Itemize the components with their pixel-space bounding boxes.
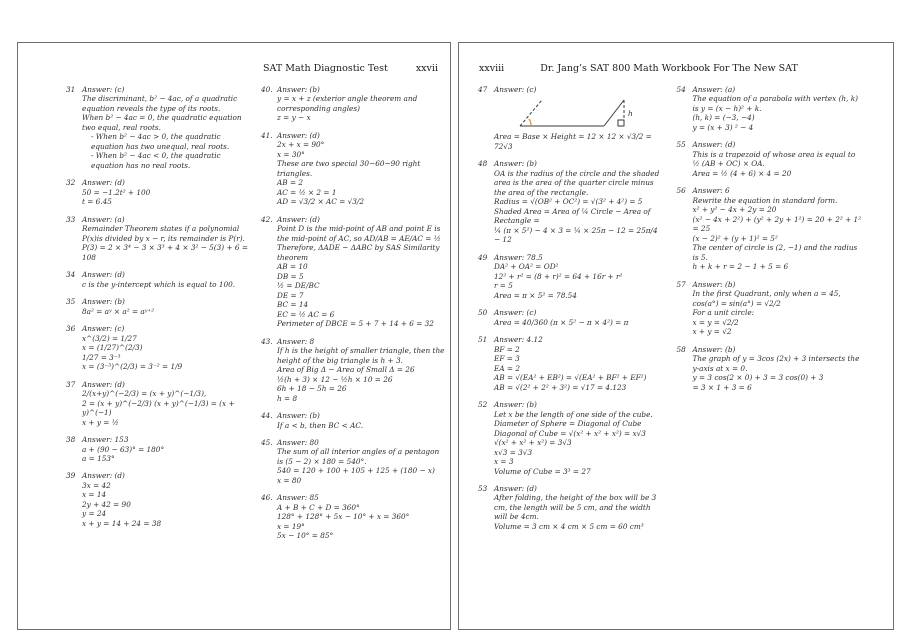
right-page-title: Dr. Jang’s SAT 800 Math Workbook For The New SAT	[540, 63, 798, 74]
answer-item	[66, 215, 250, 262]
answer-line: Answer: 153	[82, 435, 129, 445]
page-left	[17, 42, 451, 630]
item-body	[82, 297, 250, 316]
answer-line: 6h + 18 − 5h = 26	[277, 384, 347, 394]
item-number: 44.	[261, 411, 273, 421]
answer-line: x = 19°	[277, 521, 305, 531]
answer-line: Perimeter of DBCE = 5 + 7 + 14 + 6 = 32	[277, 319, 434, 329]
answer-line: The center of circle is (2, −1) and the radius is 5.	[692, 243, 858, 262]
answer-item	[478, 85, 664, 151]
answer-line: Answer: 4.12	[494, 335, 543, 345]
item-body	[277, 337, 445, 403]
answer-line: Answer: (b)	[692, 344, 736, 354]
answer-item	[478, 159, 664, 244]
item-number: 49	[478, 252, 488, 262]
left-page-header	[18, 63, 450, 74]
item-number: 47	[478, 85, 488, 94]
item-number: 37	[66, 379, 76, 389]
answer-item	[261, 85, 445, 123]
answer-line: a + (90 − 63)° = 180°	[82, 444, 165, 454]
answer-line: AB = 2	[277, 178, 304, 188]
right-column-1	[478, 85, 664, 539]
answer-line: Radius = √(OB² + OC²) = √(3² + 4²) = 5	[494, 197, 643, 207]
item-body	[277, 131, 445, 207]
answer-line: For a unit circle:	[692, 308, 755, 318]
answer-line: c is the y-intercept which is equal to 100.	[82, 279, 236, 289]
answer-line: h + k + r = 2 − 1 + 5 = 6	[692, 262, 789, 272]
answer-line: x = 30°	[277, 149, 305, 159]
answer-item	[261, 411, 445, 430]
answer-item	[478, 400, 664, 476]
answer-item	[677, 140, 863, 178]
answer-line: DB = 5	[277, 271, 304, 281]
item-number: 36	[66, 324, 76, 334]
answer-line: Area = Base × Height = 12 × 12 × √3/2 = 72√3	[494, 132, 652, 151]
answer-line: The discriminant, b² − 4ac, of a quadratic equation reveals the type of its roots.	[82, 94, 238, 113]
item-number: 31	[66, 85, 76, 94]
item-body	[277, 85, 445, 123]
answer-item	[66, 435, 250, 463]
answer-line: The sum of all interior angles of a pentagon is (5 − 2) × 180 = 540°.	[277, 447, 440, 466]
answer-line: Volume = 3 cm × 4 cm × 5 cm = 60 cm³	[494, 521, 644, 531]
answer-item	[261, 438, 445, 485]
answer-item	[66, 85, 250, 170]
item-body	[494, 335, 664, 392]
item-number: 51	[478, 335, 488, 345]
answer-line: Answer: (c)	[82, 85, 125, 94]
answer-line: OA is the radius of the circle and the shaded area is the area of the quarter circle minus the area of the rectangle.	[494, 168, 660, 197]
answer-line: 50 = −1.2t² + 100	[82, 187, 151, 197]
item-number: 58	[676, 344, 686, 354]
answer-line: Area = ½ (4 + 6) × 4 = 20	[692, 168, 792, 178]
answer-line: 2/(x+y)^(−2/3) = (x + y)^(−1/3),	[82, 389, 207, 399]
item-number: 41.	[261, 130, 273, 140]
left-page-title: SAT Math Diagnostic Test	[263, 63, 388, 74]
answer-item	[478, 308, 664, 327]
answer-item	[677, 186, 863, 271]
answer-line: √(x² + x² + x²) = 3√3	[494, 438, 572, 448]
answer-line: The equation of a parabola with vertex (h, k) is y = (x − h)² + k.	[692, 94, 859, 113]
right-page-columns	[459, 85, 893, 539]
answer-line: These are two special 30−60−90 right triangles.	[277, 159, 421, 178]
answer-line: Answer: 78.5	[494, 252, 543, 262]
item-body	[693, 140, 863, 178]
item-body	[82, 471, 250, 528]
answer-line: ½ = DE/BC	[277, 281, 320, 291]
answer-line: Shaded Area = Area of ¼ Circle − Area of Rectangle =	[494, 206, 651, 226]
answer-line: Diameter of Sphere = Diagonal of Cube	[494, 419, 642, 429]
answer-line: x = 14	[82, 490, 107, 500]
answer-line: DA² + OA² = OD²	[494, 262, 559, 272]
left-column-2	[261, 85, 445, 549]
answer-line: x + y = √2	[692, 327, 732, 337]
page-right	[458, 42, 894, 630]
answer-line: Answer: (a)	[82, 214, 125, 224]
answer-line: Answer: (c)	[494, 308, 537, 318]
answer-line: Answer: (b)	[692, 279, 736, 289]
right-column-2	[677, 85, 863, 539]
item-body	[494, 253, 664, 300]
item-body	[82, 380, 250, 427]
item-number: 53	[478, 483, 488, 493]
item-number: 55	[676, 140, 686, 150]
item-body	[693, 186, 863, 271]
answer-line: Answer: (c)	[82, 324, 125, 334]
answer-item	[478, 335, 664, 392]
answer-line: Therefore, ΔADE ~ ΔABC by SAS Similarity theorem	[277, 243, 440, 262]
item-number: 46.	[261, 493, 273, 503]
answer-line: P(3) = 2 × 3⁴ − 3 × 3³ + 4 × 3² − 5(3) + 6 = 108	[82, 243, 248, 262]
answer-line: Answer: (d)	[277, 214, 320, 224]
item-number: 57	[676, 279, 686, 289]
answer-line: If a < b, then BC < AC.	[277, 420, 364, 430]
answer-line: (x − 2)² + (y + 1)² = 5²	[692, 233, 778, 243]
item-number: 52	[478, 400, 488, 410]
answer-item	[261, 131, 445, 207]
answer-line: 5x − 10° = 85°	[277, 531, 334, 541]
answer-line: ¼ (π × 5²) − 4 × 3 = ¼ × 25π − 12 = 25π/4 − 12	[494, 225, 658, 245]
left-page-number: xxvii	[415, 63, 438, 74]
answer-line: Answer: (b)	[82, 297, 125, 307]
answer-line: Remainder Theorem states if a polynomial P(x)is divided by x − r, its remainder is P(r).	[82, 224, 245, 243]
answer-line: ½(h + 3) × 12 − ½h × 10 = 26	[277, 374, 393, 384]
answer-line: 8a² = aʸ × a² = aʸ⁺²	[82, 306, 155, 316]
answer-line: Answer: (b)	[277, 411, 320, 421]
answer-item	[677, 280, 863, 337]
item-body	[277, 411, 445, 430]
answer-line: Answer: 8	[277, 336, 315, 346]
answer-item	[66, 270, 250, 289]
answer-line: When b² − 4ac = 0, the quadratic equation two equal, real roots.	[82, 113, 242, 132]
item-number: 50	[478, 308, 488, 318]
answer-line: x = 3	[494, 457, 514, 467]
answer-line: If h is the height of smaller triangle, then the height of the big triangle is h + 3.	[277, 346, 445, 365]
answer-line: - When b² − 4ac < 0, the quadratic equation has no real roots.	[91, 151, 221, 170]
answer-line: Answer: (d)	[82, 178, 125, 188]
item-body	[693, 85, 863, 132]
answer-line: t = 6.45	[82, 197, 112, 207]
answer-line: AB = √(2² + 2² + 3²) = √17 = 4.123	[494, 382, 627, 392]
answer-line: x² + y² − 4x + 2y = 20	[692, 205, 777, 215]
answer-line: A + B + C + D = 360°	[277, 502, 360, 512]
answer-line: EA = 2	[494, 363, 520, 373]
answer-item	[478, 484, 664, 531]
answer-line: Answer: 80	[277, 437, 319, 447]
answer-line: (x² − 4x + 2²) + (y² + 2y + 1²) = 20 + 2² + 1² = 25	[692, 214, 862, 234]
answer-line: AB = √(EA² + EB²) = √(EA² + BF² + EF²)	[494, 373, 647, 383]
item-number: 42.	[261, 214, 273, 224]
answer-item	[677, 345, 863, 392]
item-body	[82, 324, 250, 371]
answer-line: r = 5	[494, 281, 513, 291]
answer-line: 3x = 42	[82, 480, 111, 490]
answer-line: Point D is the mid-point of AB and point E is the mid-point of AC, so AD/AB = AE/AC = ½	[277, 224, 441, 243]
answer-item	[66, 297, 250, 316]
right-page-header	[459, 63, 893, 74]
item-body	[494, 85, 664, 151]
answer-line: y = 24	[82, 509, 107, 519]
answer-line: EF = 3	[494, 354, 520, 364]
answer-line: 2 = (x + y)^(−2/3) (x + y)^(−1/3) = (x + y)^(−1)	[82, 398, 235, 418]
answer-item	[261, 493, 445, 540]
right-page-number: xxviii	[479, 63, 505, 74]
answer-line: DE = 7	[277, 290, 304, 300]
answer-line: - When b² − 4ac > 0, the quadratic equation has two unequal, real roots.	[91, 132, 230, 151]
answer-line: Answer: (b)	[494, 400, 537, 410]
item-number: 40.	[261, 85, 273, 94]
item-body	[82, 85, 250, 170]
item-body	[277, 493, 445, 540]
answer-line: x = 80	[277, 475, 302, 485]
answer-line: Answer: (b)	[494, 159, 537, 169]
answer-line: Area = π × 5² = 78.54	[494, 290, 577, 300]
answer-line: x = y = √2/2	[692, 317, 739, 327]
answer-item	[261, 215, 445, 329]
answer-line: y = 3 cos(2 × 0) + 3 = 3 cos(0) + 3	[692, 373, 824, 383]
item-body	[277, 438, 445, 485]
answer-line: 12² + r² = (8 + r)² = 64 + 16r + r²	[494, 271, 623, 281]
item-number: 45.	[261, 437, 273, 447]
answer-line: After folding, the height of the box will be 3 cm, the length will be 5 cm, and the width will be 4cm.	[494, 493, 657, 522]
item-number: 38	[66, 435, 76, 445]
answer-line: x = (1/27)^(2/3)	[82, 343, 143, 353]
answer-line: (h, k) = (−3, −4)	[692, 113, 755, 123]
answer-line: Answer: (d)	[277, 130, 320, 140]
answer-line: h = 8	[277, 393, 298, 403]
answer-line: Answer: 85	[277, 493, 319, 503]
triangle-height-figure	[516, 96, 664, 130]
answer-line: Answer: (b)	[277, 85, 320, 94]
answer-line: x + y = ½	[82, 417, 119, 427]
answer-item	[261, 337, 445, 403]
answer-line: Answer: (d)	[82, 270, 125, 280]
answer-line: Answer: (c)	[494, 85, 537, 94]
item-body	[277, 215, 445, 329]
answer-line: EC = ½ AC = 6	[277, 309, 335, 319]
answer-line: Answer: 6	[692, 186, 730, 196]
answer-item	[66, 178, 250, 206]
figure-height-label: h	[628, 109, 633, 119]
answer-item	[66, 380, 250, 427]
answer-line: Area = 40/360 (π × 5² − π × 4²) = π	[494, 317, 629, 327]
item-body	[82, 215, 250, 262]
item-number: 54	[676, 85, 686, 94]
answer-line: a = 153°	[82, 453, 115, 463]
answer-item	[66, 324, 250, 371]
item-number: 34	[66, 270, 76, 280]
answer-line: 2x + x = 90°	[277, 140, 325, 150]
answer-line: x + y = 14 + 24 = 38	[82, 518, 162, 528]
answer-line: Rewrite the equation in standard form.	[692, 195, 838, 205]
answer-line: This is a trapezoid of whose area is equal to ½ (AB + OC) × OA.	[692, 149, 856, 169]
left-page-columns	[18, 85, 450, 549]
answer-line: The graph of y = 3cos (2x) + 3 intersects the y-axis at x = 0.	[692, 354, 860, 373]
answer-line: x^(3/2) = 1/27	[82, 333, 137, 343]
item-body	[82, 178, 250, 206]
answer-line: BC = 14	[277, 300, 309, 310]
answer-line: Answer: (d)	[692, 140, 736, 150]
item-body	[693, 345, 863, 392]
item-body	[494, 400, 664, 476]
item-body	[494, 484, 664, 531]
answer-line: Answer: (d)	[494, 483, 537, 493]
item-body	[82, 270, 250, 289]
answer-line: AC = ½ × 2 = 1	[277, 187, 337, 197]
answer-item	[66, 471, 250, 528]
item-number: 39	[66, 471, 76, 481]
answer-line: 540 = 120 + 100 + 105 + 125 + (180 − x)	[277, 466, 435, 476]
answer-item	[677, 85, 863, 132]
answer-line: 1/27 = 3⁻³	[82, 352, 121, 362]
item-body	[82, 435, 250, 463]
answer-line: Answer: (d)	[82, 379, 125, 389]
item-body	[693, 280, 863, 337]
answer-line: Answer: (d)	[82, 471, 125, 481]
item-body	[494, 308, 664, 327]
answer-line: In the first Quadrant, only when a = 45, cos(a°) = sin(a°) = √2/2	[692, 289, 841, 308]
item-number: 56	[676, 186, 686, 196]
item-number: 35	[66, 297, 76, 307]
answer-item	[478, 253, 664, 300]
item-number: 43.	[261, 336, 273, 346]
answer-line: Volume of Cube = 3³ = 27	[494, 466, 591, 476]
answer-line: = 3 × 1 + 3 = 6	[692, 382, 752, 392]
left-column-1	[66, 85, 250, 549]
answer-line: Diagonal of Cube = √(x² + x² + x²) = x√3	[494, 428, 646, 438]
item-number: 32	[66, 178, 76, 188]
answer-line: x = (3⁻³)^(2/3) = 3⁻² = 1/9	[82, 362, 183, 372]
answer-line: BF = 2	[494, 344, 520, 354]
item-number: 33	[66, 214, 76, 224]
item-number: 48	[478, 159, 488, 169]
answer-line: Let x be the length of one side of the cube.	[494, 409, 653, 419]
answer-line: Area of Big Δ − Area of Small Δ = 26	[277, 365, 415, 375]
answer-line: y = (x + 3) ² − 4	[692, 122, 754, 132]
item-body	[494, 159, 664, 244]
answer-line: AD = √3/2 × AC = √3/2	[277, 197, 365, 207]
answer-line: y = x + z (exterior angle theorem and corresponding angles)	[277, 94, 418, 113]
answer-line: x√3 = 3√3	[494, 447, 533, 457]
answer-line: 2y + 42 = 90	[82, 499, 131, 509]
answer-line: 128° + 128° + 5x − 10° + x = 360°	[277, 512, 410, 522]
answer-line: Answer: (a)	[692, 85, 736, 94]
answer-line: z = y − x	[277, 113, 311, 123]
answer-line: AB = 10	[277, 262, 308, 272]
